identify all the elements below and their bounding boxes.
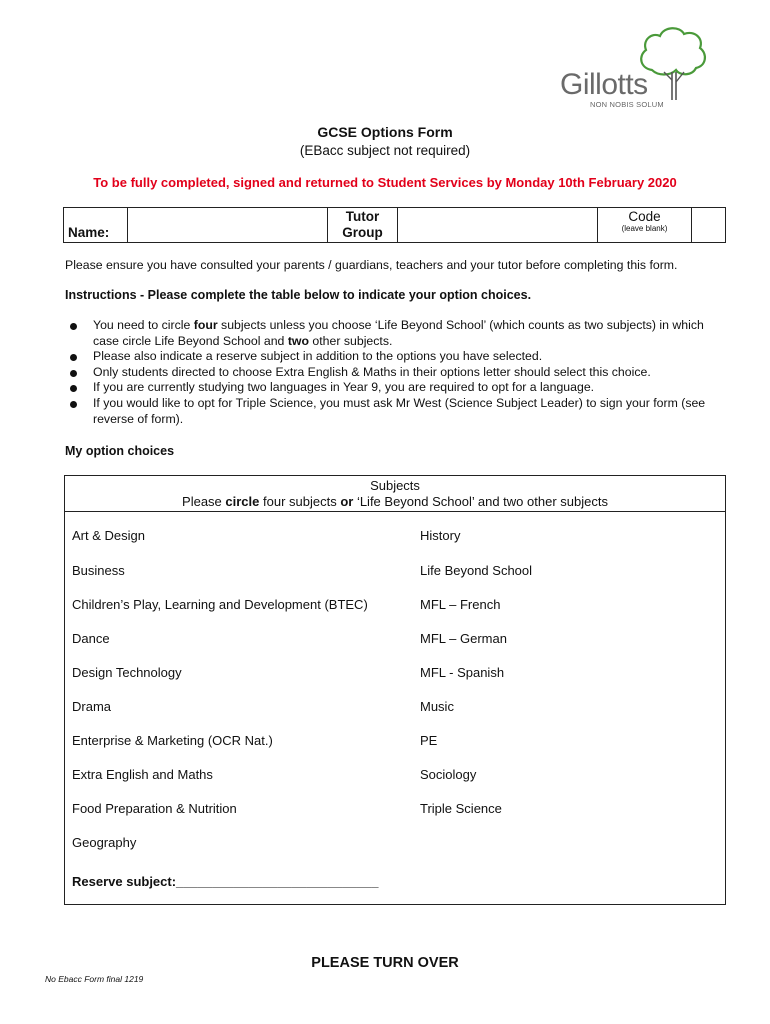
subject-pe[interactable]: PE [420, 733, 438, 748]
bullet-icon [70, 401, 77, 408]
tutor-group-label [328, 208, 398, 243]
subject-enterprise-marketing[interactable]: Enterprise & Marketing (OCR Nat.) [72, 733, 273, 748]
subject-geography[interactable]: Geography [72, 835, 137, 850]
bullet-icon [70, 323, 77, 330]
subjects-instruction: Please circle four subjects or ‘Life Beyond School’ and two other subjects [182, 494, 608, 509]
tutor-group-field[interactable] [398, 208, 598, 243]
school-logo [560, 22, 710, 112]
list-item: If you are currently studying two languages in Year 9, you are required to opt for a language. [65, 380, 725, 396]
subjects-header [65, 476, 725, 512]
code-field [692, 208, 726, 243]
subject-art-design[interactable]: Art & Design [72, 528, 145, 543]
list-item: Please also indicate a reserve subject in addition to the options you have selected. [65, 349, 725, 365]
list-item: You need to circle four subjects unless you choose ‘Life Beyond School’ (which counts as two subjects) in which case circle Life Beyond School and two other subjects. [65, 318, 725, 349]
subject-dance[interactable]: Dance [72, 631, 110, 646]
form-title: GCSE Options Form [317, 124, 453, 140]
reserve-subject-field[interactable]: Reserve subject:____________________________ [72, 874, 379, 889]
subject-drama[interactable]: Drama [72, 699, 112, 714]
name-field[interactable] [128, 208, 328, 243]
subject-extra-english-maths[interactable]: Extra English and Maths [72, 767, 213, 782]
consult-note: Please ensure you have consulted your parents / guardians, teachers and your tutor before completing this form. [65, 258, 678, 272]
logo-motto: NON NOBIS SOLUM [590, 100, 664, 109]
group-label: Group [342, 225, 383, 240]
subjects-table [64, 475, 726, 905]
subject-sociology[interactable]: Sociology [420, 767, 477, 782]
subject-childrens-play[interactable]: Children’s Play, Learning and Development (BTEC) [72, 597, 368, 612]
subject-history[interactable]: History [420, 528, 461, 543]
subject-mfl-french[interactable]: MFL – French [420, 597, 501, 612]
bullet-icon [70, 354, 77, 361]
subject-mfl-spanish[interactable]: MFL - Spanish [420, 665, 505, 680]
my-options-heading: My option choices [65, 444, 175, 458]
code-label-cell [598, 208, 692, 243]
bullet-icon [70, 385, 77, 392]
turn-over-notice: PLEASE TURN OVER [311, 955, 459, 971]
deadline-notice: To be fully completed, signed and returned to Student Services by Monday 10th February 2020 [93, 175, 677, 190]
list-item: Only students directed to choose Extra English & Maths in their options letter should select this choice. [65, 365, 725, 381]
subject-mfl-german[interactable]: MFL – German [420, 631, 507, 646]
subjects-heading: Subjects [370, 478, 420, 493]
subject-music[interactable]: Music [420, 699, 454, 714]
instructions-heading: Instructions - Please complete the table below to indicate your option choices. [65, 288, 532, 302]
name-label: Name: [64, 208, 128, 243]
subject-triple-science[interactable]: Triple Science [420, 801, 502, 816]
subject-business[interactable]: Business [72, 563, 125, 578]
bullet-icon [70, 370, 77, 377]
list-item: If you would like to opt for Triple Science, you must ask Mr West (Science Subject Leader) to sign your form (see reverse of form). [65, 396, 725, 427]
footer-note: No Ebacc Form final 1219 [45, 974, 144, 984]
subject-design-technology[interactable]: Design Technology [72, 665, 182, 680]
logo-name: Gillotts [560, 68, 648, 101]
form-subtitle: (EBacc subject not required) [299, 143, 471, 158]
subject-food-preparation[interactable]: Food Preparation & Nutrition [72, 801, 237, 816]
tutor-label: Tutor [345, 209, 380, 224]
instructions-list [65, 318, 725, 427]
subject-life-beyond-school[interactable]: Life Beyond School [420, 563, 533, 578]
code-note: (leave blank) [621, 224, 668, 233]
code-label: Code [628, 209, 661, 224]
student-details-table [63, 207, 726, 243]
